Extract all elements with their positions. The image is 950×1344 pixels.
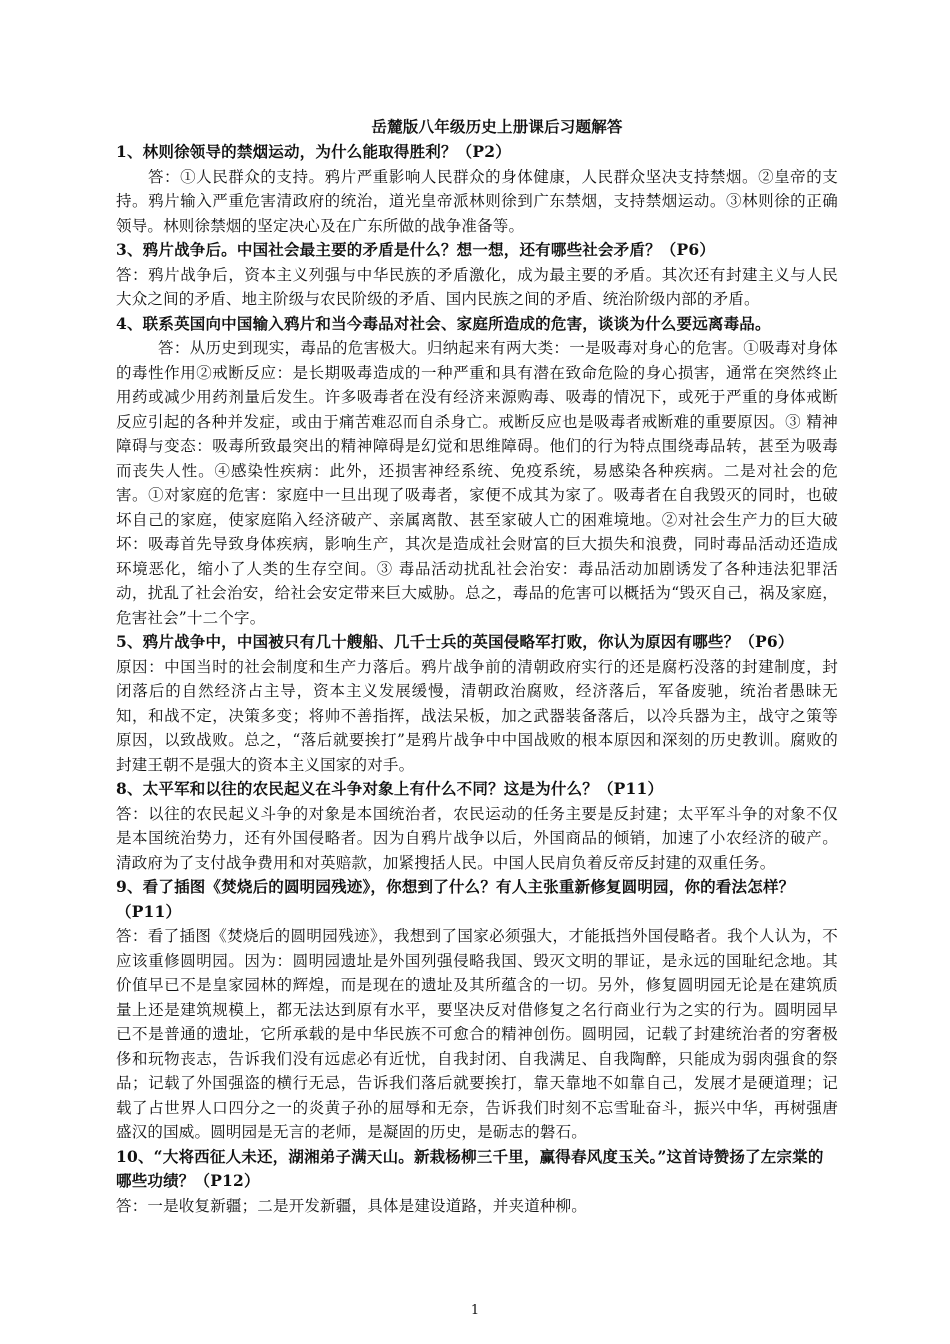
answer-5: 原因：中国当时的社会制度和生产力落后。鸦片战争前的清朝政府实行的还是腐朽没落的封建制度，封闭落后的自然经济占主导，资本主义发展缓慢，清朝政治腐败，经济落后，军备废驰，统治者愚昧无知，和战不定，决策多变；将帅不善指挥，战法呆板，加之武器装备落后，以冷兵器为主，战守之策等原因，以致战败。总之，“落后就要挨打”是鸦片战争中中国战败的根本原因和深刻的历史教训。腐败的封建王朝不是强大的资本主义国家的对手。 [116,657,838,774]
answer-3: 答：鸦片战争后，资本主义列强与中华民族的矛盾激化，成为最主要的矛盾。其次还有封建主义与人民大众之间的矛盾、地主阶级与农民阶级的矛盾、国内民族之间的矛盾、统治阶级内部的矛盾。 [116,265,838,308]
question-9: 9、看了插图《焚烧后的圆明园残迹》，你想到了什么？有人主张重新修复圆明园，你的看法怎样？（P11） [116,877,795,921]
document-body [116,114,838,1218]
question-8: 8、太平军和以往的农民起义在斗争对象上有什么不同？这是为什么？（P11） [116,779,664,798]
answer-10: 答：一是收复新疆；二是开发新疆，具体是建设道路，并夹道种柳。 [116,1196,588,1215]
document-title: 岳麓版八年级历史上册课后习题解答 [371,117,623,136]
answer-8: 答：以往的农民起义斗争的对象是本国统治者，农民运动的任务主要是反封建；太平军斗争的对象不仅是本国统治势力，还有外国侵略者。因为自鸦片战争以后，外国商品的倾销，加速了小农经济的破产。清政府为了支付战争费用和对英赔款，加紧搜括人民。中国人民肩负着反帝反封建的双重任务。 [116,804,838,872]
question-10: 10、“大将西征人未还，湖湘弟子满天山。新栽杨柳三千里，赢得春风度玉关。”这首诗赞扬了左宗棠的哪些功绩？（P12） [116,1146,824,1190]
answer-9: 答：看了插图《焚烧后的圆明园残迹》，我想到了国家必须强大，才能抵挡外国侵略者。我个人认为，不应该重修圆明园。因为：圆明园遗址是外国列强侵略我国、毁灭文明的罪证，是永远的国耻纪念地。其价值早已不是皇家园林的辉煌，而是现在的遗址及其所蕴含的一切。另外，修复圆明园无论是在建筑质量上还是建筑规模上，都无法达到原有水平，要坚决反对借修复之名行商业行为之实的行为。圆明园早已不是普通的遗址，它所承载的是中华民族不可愈合的精神创伤。圆明园，记载了封建统治者的穷奢极侈和玩物丧志，告诉我们没有远虑必有近忧，自我封闭、自我满足、自我陶醉，只能成为弱肉强食的祭品；记载了外国强盗的横行无忌，告诉我们落后就要挨打，靠天靠地不如靠自己，发展才是硬道理；记载了占世界人口四分之一的炎黄子孙的屈辱和无奈，告诉我们时刻不忘雪耻奋斗，振兴中华，再树强唐盛汉的国威。圆明园是无言的老师，是凝固的历史，是砺志的磐石。 [116,927,838,1141]
page-number: 1 [470,1303,480,1318]
answer-4: 答：从历史到现实，毒品的危害极大。归纳起来有两大类：一是吸毒对身心的危害。①吸毒对身体的毒性作用②戒断反应：是长期吸毒造成的一种严重和具有潜在致命危险的身心损害，通常在突然终止用药或减少用药剂量后发生。许多吸毒者在没有经济来源购毒、吸毒的情况下，或死于严重的身体戒断反应引起的各种并发症，或由于痛苦难忍而自杀身亡。戒断反应也是吸毒者戒断难的重要原因。③ 精神障碍与变态：吸毒所致最突出的精神障碍是幻觉和思维障碍。他们的行为特点围绕毒品转，甚至为吸毒而丧失人性。④感染性疾病：此外，还损害神经系统、免疫系统，易感染各种疾病。二是对社会的危害。①对家庭的危害：家庭中一旦出现了吸毒者，家便不成其为家了。吸毒者在自我毁灭的同时，也破坏自己的家庭，使家庭陷入经济破产、亲属离散、甚至家破人亡的困难境地。②对社会生产力的巨大破坏：吸毒首先导致身体疾病，影响生产，其次是造成社会财富的巨大损失和浪费，同时毒品活动还造成环境恶化，缩小了人类的生存空间。③ 毒品活动扰乱社会治安：毒品活动加剧诱发了各种违法犯罪活动，扰乱了社会治安，给社会安定带来巨大威胁。总之，毒品的危害可以概括为“毁灭自己，祸及家庭，危害社会”十二个字。 [116,339,838,627]
question-1: 1、林则徐领导的禁烟运动，为什么能取得胜利？（P2） [116,142,511,161]
question-4: 4、联系英国向中国输入鸦片和当今毒品对社会、家庭所造成的危害，谈谈为什么要远离毒品。 [116,313,771,333]
question-5: 5、鸦片战争中，中国被只有几十艘船、几千士兵的英国侵略军打败，你认为原因有哪些？（P6） [116,632,794,651]
answer-1: 答：①人民群众的支持。鸦片严重影响人民群众的身体健康，人民群众坚决支持禁烟。②皇帝的支持。鸦片输入严重危害清政府的统治，道光皇帝派林则徐到广东禁烟，支持禁烟运动。③林则徐的正确领导。林则徐禁烟的坚定决心及在广东所做的战争准备等。 [116,167,838,235]
question-3: 3、鸦片战争后。中国社会最主要的矛盾是什么？想一想，还有哪些社会矛盾？（P6） [116,240,716,259]
